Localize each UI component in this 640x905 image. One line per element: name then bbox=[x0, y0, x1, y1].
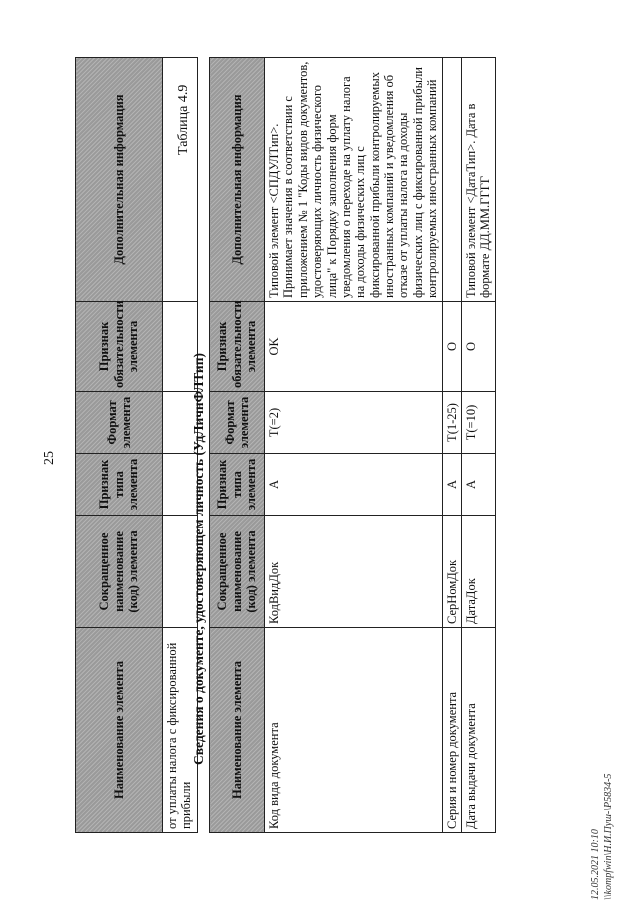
cell-name: Серия и номер документа bbox=[442, 628, 461, 833]
header-row bbox=[76, 58, 163, 833]
cell-info bbox=[442, 58, 461, 302]
cell-type: А bbox=[265, 454, 443, 516]
header-row bbox=[210, 58, 265, 833]
cell-name: Код вида документа bbox=[265, 628, 443, 833]
header-info: Дополнительная информация bbox=[76, 58, 163, 302]
cell-info: Типовой элемент <ДатаТип>. Дата в формате ДД.ММ.ГГГГ bbox=[461, 58, 495, 302]
cell-format: T(=2) bbox=[265, 392, 443, 454]
cell-name: от уплаты налога с фиксированной прибыли bbox=[163, 628, 198, 833]
table-title: Сведения о документе, удостоверяющем личность (УдЛичнФЛТип) bbox=[191, 353, 206, 765]
header-type-flag: Признак типа элемента bbox=[76, 454, 163, 516]
cell-required: О bbox=[461, 302, 495, 392]
table-row bbox=[442, 58, 461, 833]
cell-format: T(1-25) bbox=[442, 392, 461, 454]
header-name: Наименование элемента bbox=[210, 628, 265, 833]
cell-info: Типовой элемент <СПДУЛТип>. Принимает значения в соответствии с приложением № 1 "Коды видов документов, удостоверяющих личность физического лица" к Порядку заполнения форм уведомления о переходе на уплату налога на доходы физических лиц с фиксированной прибыли контролируемых иностранных компаний и уведомления об отказе от уплаты налога на доходы физических лиц с фиксированной прибыли контролируемых иностранных компаний bbox=[265, 58, 443, 302]
table-number: Таблица 4.9 bbox=[176, 84, 191, 155]
footer-path: \\kompfwin\Н.И.Пуш-\Р5834-5 bbox=[602, 773, 614, 900]
header-format: Формат элемента bbox=[210, 392, 265, 454]
continued-table bbox=[75, 57, 198, 833]
cell-type: А bbox=[442, 454, 461, 516]
table-row bbox=[265, 58, 443, 833]
header-format: Формат элемента bbox=[76, 392, 163, 454]
cell-name: Дата выдачи документа bbox=[461, 628, 495, 833]
cell-required: О bbox=[442, 302, 461, 392]
footer-date: 12.05.2021 10:10 bbox=[590, 829, 601, 900]
header-short-name: Сокращенное наименование (код) элемента bbox=[210, 516, 265, 628]
cell-short-name: ДатаДок bbox=[461, 516, 495, 628]
header-type-flag: Признак типа элемента bbox=[210, 454, 265, 516]
cell-short-name: СерНомДок bbox=[442, 516, 461, 628]
header-short-name: Сокращенное наименование (код) элемента bbox=[76, 516, 163, 628]
page-number: 25 bbox=[42, 451, 57, 465]
header-required: Признак обязательности элемента bbox=[210, 302, 265, 392]
header-required: Признак обязательности элемента bbox=[76, 302, 163, 392]
cell-type: А bbox=[461, 454, 495, 516]
cell-short-name: КодВидДок bbox=[265, 516, 443, 628]
table-row bbox=[461, 58, 495, 833]
header-name: Наименование элемента bbox=[76, 628, 163, 833]
header-info: Дополнительная информация bbox=[210, 58, 265, 302]
document-table bbox=[209, 57, 496, 833]
cell-required: OK bbox=[265, 302, 443, 392]
footer-stamp bbox=[590, 774, 615, 900]
cell-format: T(=10) bbox=[461, 392, 495, 454]
